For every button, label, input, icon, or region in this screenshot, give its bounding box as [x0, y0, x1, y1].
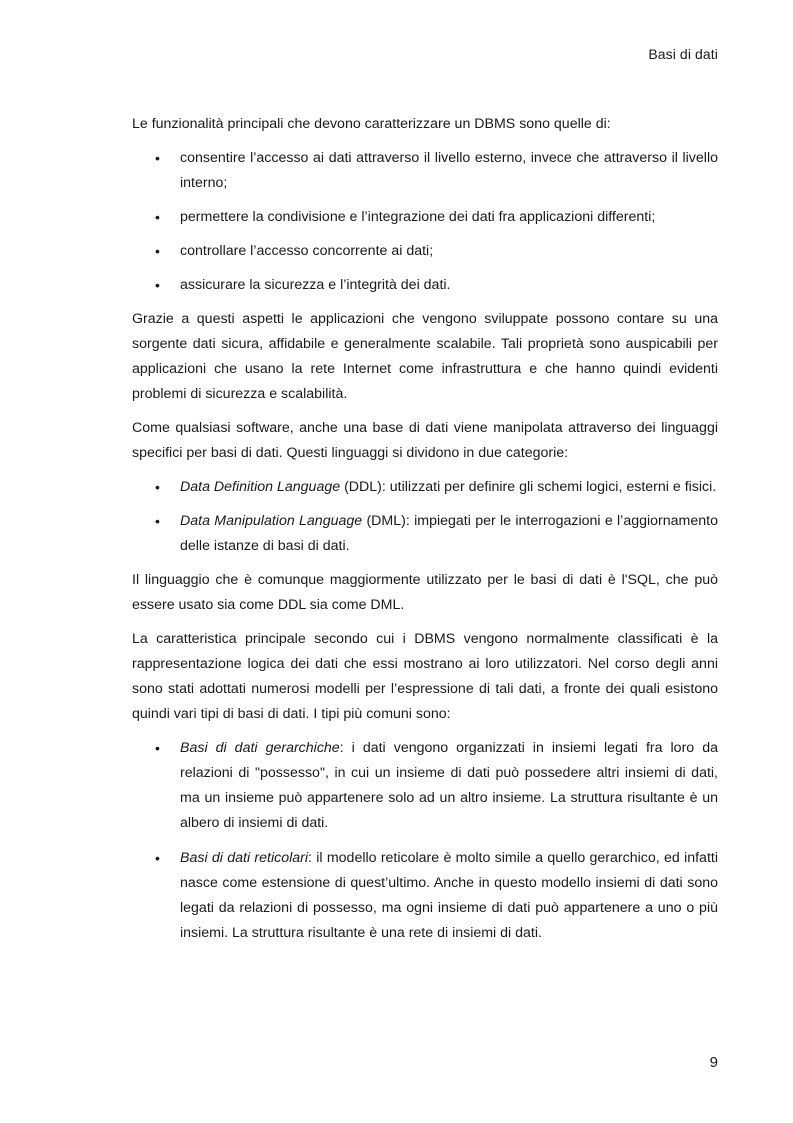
languages-list — [132, 475, 718, 559]
bullet-icon: • — [155, 850, 160, 866]
list-item — [132, 475, 718, 500]
bullet-icon: • — [155, 740, 160, 756]
bullet-icon: • — [155, 513, 160, 529]
term-ddl: Data Definition Language — [180, 479, 341, 495]
running-header: Basi di dati — [648, 46, 718, 62]
list-item — [132, 205, 718, 230]
list-item-text: (DML): impiegati per le interrogazioni e l’aggiornamento delle istanze di basi di dati. — [180, 513, 718, 554]
list-item — [132, 239, 718, 264]
list-item-text: : i dati vengono organizzati in insiemi legati fra loro da relazioni di "possesso", in cui un insieme di dati può possedere altri insiemi di dati, ma un insieme può appartenere solo ad un altro insieme. La struttura risultante è un albero di insiemi di dati. — [180, 740, 718, 831]
bullet-icon: • — [155, 479, 160, 495]
intro-paragraph: Le funzionalità principali che devono caratterizzare un DBMS sono quelle di: — [132, 116, 611, 132]
list-item-text: : il modello reticolare è molto simile a quello gerarchico, ed infatti nasce come estensione di quest’ultimo. Anche in questo modello insiemi di dati sono legati da relazioni di possesso, ma ogni insieme di dati può appartenere a uno o più insiemi. La struttura risultante è una rete di insiemi di dati. — [180, 850, 718, 941]
bullet-icon: • — [155, 277, 160, 293]
page-body — [132, 112, 718, 956]
list-item-text: consentire l’accesso ai dati attraverso il livello esterno, invece che attraverso il livello interno; — [180, 150, 718, 191]
list-item-text: assicurare la sicurezza e l’integrità dei dati. — [180, 277, 451, 293]
list-item-text: (DDL): utilizzati per definire gli schemi logici, esterni e fisici. — [340, 479, 717, 495]
list-item — [132, 146, 718, 196]
bullet-icon: • — [155, 243, 160, 259]
classification-paragraph: La caratteristica principale secondo cui i DBMS vengono normalmente classificati è la rappresentazione logica dei dati che essi mostrano ai loro utilizzatori. Nel corso degli anni sono stati adottati numerosi modelli per l’espressione di tali dati, a fronte dei quali esistono quindi vari tipi di basi di dati. I tipi più comuni sono: — [132, 631, 718, 722]
languages-paragraph: Come qualsiasi software, anche una base di dati viene manipolata attraverso dei linguaggi specifici per basi di dati. Questi linguaggi si dividono in due categorie: — [132, 420, 718, 461]
term-hierarchical: Basi di dati gerarchiche — [180, 740, 340, 756]
sql-paragraph: Il linguaggio che è comunque maggiormente utilizzato per le basi di dati è l'SQL, che può essere usato sia come DDL sia come DML. — [132, 572, 718, 613]
list-item — [132, 509, 718, 559]
db-types-list — [132, 736, 718, 946]
list-item — [132, 736, 718, 836]
list-item-text: permettere la condivisione e l’integrazione dei dati fra applicazioni differenti; — [180, 209, 656, 225]
list-item-text: controllare l’accesso concorrente ai dati; — [180, 243, 434, 259]
term-network: Basi di dati reticolari — [180, 850, 309, 866]
term-dml: Data Manipulation Language — [180, 513, 363, 529]
page-number: 9 — [709, 1054, 718, 1071]
bullet-icon: • — [155, 209, 160, 225]
list-item — [132, 846, 718, 946]
bullet-icon: • — [155, 150, 160, 166]
dbms-functions-list — [132, 146, 718, 298]
benefits-paragraph: Grazie a questi aspetti le applicazioni che vengono sviluppate possono contare su una sorgente dati sicura, affidabile e generalmente scalabile. Tali proprietà sono auspicabili per applicazioni che usano la rete Internet come infrastruttura e che hanno quindi evidenti problemi di sicurezza e scalabilità. — [132, 311, 718, 402]
list-item — [132, 273, 718, 298]
